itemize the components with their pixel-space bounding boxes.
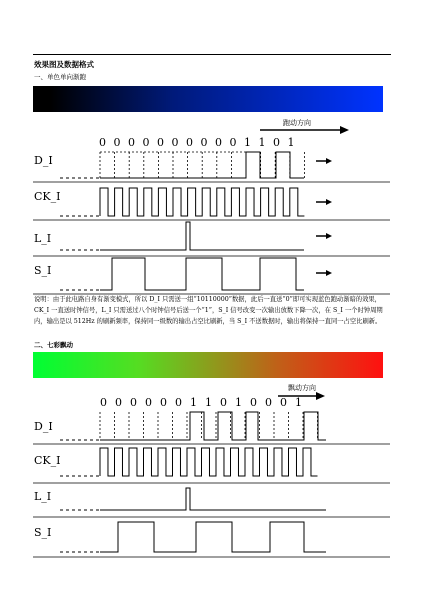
bit-digit: 0 xyxy=(160,396,167,409)
signal-label-ck-i: CK_I xyxy=(34,454,61,467)
signal-label-l-i: L_I xyxy=(34,232,52,245)
bit-digit: 1 xyxy=(205,396,212,409)
signal-label-d-i: D_I xyxy=(34,420,53,433)
signal-labels xyxy=(33,154,390,294)
bit-digit: 0 xyxy=(200,136,208,149)
signal-arrow-head xyxy=(326,199,332,205)
bit-digit: 0 xyxy=(273,136,280,149)
signal-arrow-head xyxy=(326,270,332,276)
d-i-waveform xyxy=(100,412,326,440)
s-i-waveform xyxy=(100,522,326,552)
signal-label-d-i: D_I xyxy=(34,154,53,167)
bit-sequence xyxy=(100,396,302,409)
bit-sequence xyxy=(99,136,295,149)
waveforms xyxy=(60,152,332,290)
bit-digit: 0 xyxy=(229,136,237,149)
bit-digit: 0 xyxy=(157,136,164,149)
bit-digit: 0 xyxy=(128,136,135,149)
waveforms xyxy=(60,412,326,552)
bit-digit: 0 xyxy=(186,136,193,149)
rainbow-gradient-bar xyxy=(33,352,383,378)
signal-label-s-i: S_I xyxy=(34,264,52,277)
timing-diagram-1 xyxy=(0,118,425,300)
bit-digit: 1 xyxy=(287,136,295,149)
ck-i-waveform xyxy=(100,188,304,216)
bit-digit: 0 xyxy=(265,396,272,409)
signal-label-s-i: S_I xyxy=(34,526,52,539)
bit-digit: 0 xyxy=(250,396,257,409)
bit-digit: 1 xyxy=(295,396,302,409)
bit-digit: 0 xyxy=(142,136,150,149)
blue-gradient-bar xyxy=(33,86,383,112)
bit-digit: 0 xyxy=(175,396,182,409)
timing-diagram-2 xyxy=(0,384,425,600)
signal-arrow-head xyxy=(326,158,332,164)
bit-digit: 0 xyxy=(100,396,107,409)
section-1-heading: 一、单色单向渐跑 xyxy=(34,73,86,81)
l-i-waveform xyxy=(100,488,326,510)
page-title: 效果图及数据格式 xyxy=(34,60,94,69)
bit-digit: 0 xyxy=(280,396,287,409)
s-i-waveform xyxy=(100,258,304,290)
explanation-paragraph: 说明：由于此电路自身有渐变模式，所以 D_I 只需送一组“10110000”数据，此后一直送“0”即可实现蓝色跑动渐暗的效果，CK_I 一直送时钟信号，L_I 只需送过八个时钟信号后送一个“1”，S_I 信号改变一次输出放数下降一次，在 S_I 一个时钟周期内，输出是以 512Hz 的刷新频率，保持同一级数的输出占空比刷新，当 S_I 不送数据时，输出将保持一直同一占空比刷新。 xyxy=(34,296,383,325)
bit-digit: 1 xyxy=(190,396,197,409)
bit-digit: 1 xyxy=(258,136,266,149)
bit-digit: 0 xyxy=(99,136,106,149)
bit-digit: 0 xyxy=(171,136,179,149)
bit-digit: 0 xyxy=(215,136,222,149)
signal-labels xyxy=(33,420,390,557)
l-i-waveform xyxy=(100,222,304,250)
ck-i-waveform xyxy=(100,448,318,476)
section-2-heading: 二、七彩飘动 xyxy=(34,341,73,349)
signal-label-l-i: L_I xyxy=(34,490,52,503)
top-rule xyxy=(33,54,391,55)
bit-digit: 0 xyxy=(130,396,137,409)
bit-digit: 0 xyxy=(220,396,227,409)
direction-label: 飘动方向 xyxy=(288,384,316,392)
bit-digit: 0 xyxy=(115,396,122,409)
bit-digit: 0 xyxy=(113,136,121,149)
bit-digit: 1 xyxy=(235,396,242,409)
bit-digit: 0 xyxy=(145,396,152,409)
bit-digit: 1 xyxy=(244,136,251,149)
signal-arrow-head xyxy=(326,233,332,239)
direction-arrow xyxy=(260,126,349,134)
direction-label: 跑动方向 xyxy=(283,119,311,127)
signal-label-ck-i: CK_I xyxy=(34,190,61,203)
